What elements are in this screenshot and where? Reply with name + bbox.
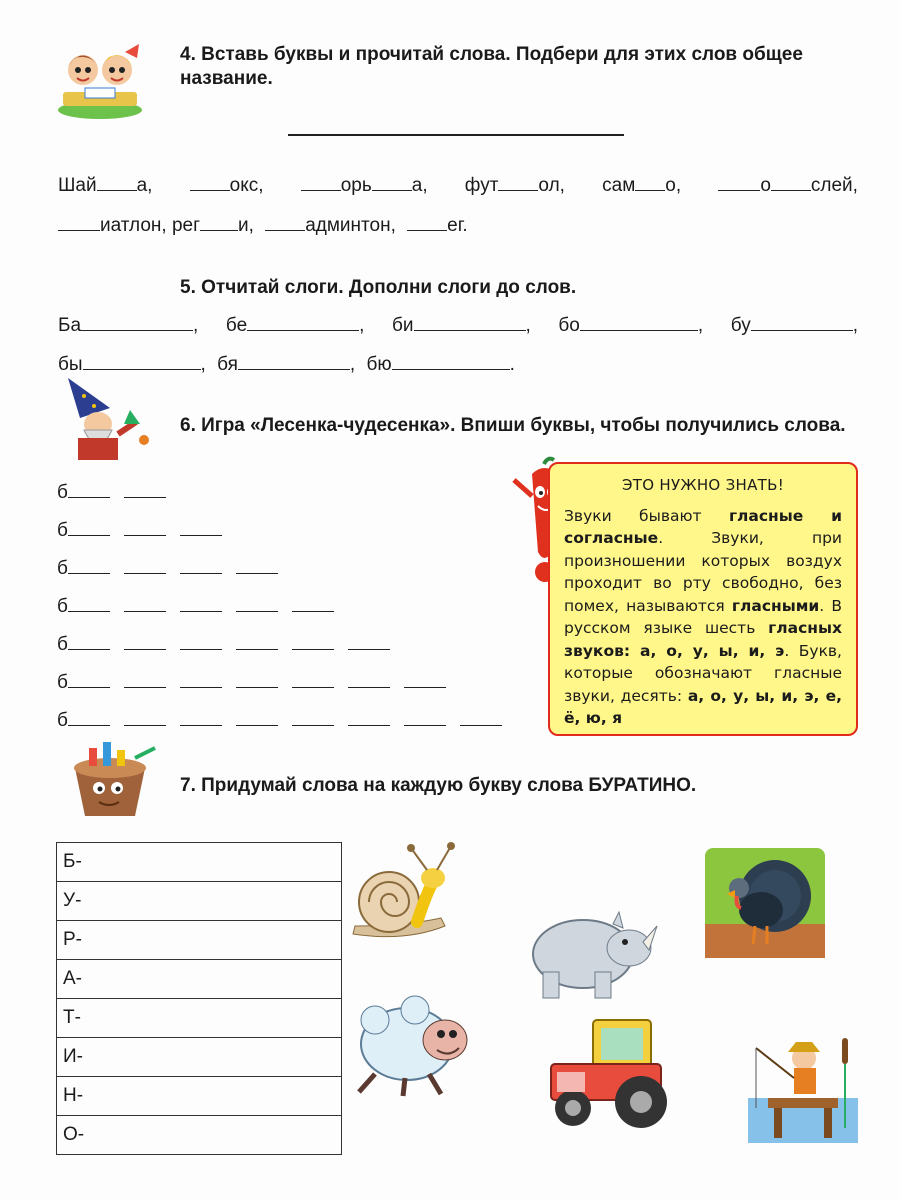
snail-illustration: [345, 842, 465, 942]
table-row: [57, 882, 342, 921]
ladder-row: б: [57, 672, 516, 710]
word-ladder: [57, 482, 516, 748]
table-row: [57, 1038, 342, 1077]
syllable-item: би ,: [392, 315, 531, 336]
word-item: ег.: [407, 215, 467, 236]
letter-cell[interactable]: О-: [57, 1116, 342, 1155]
ladder-row: б: [57, 558, 516, 596]
common-name-answer-line[interactable]: [288, 134, 624, 136]
task4-words-line1: [58, 175, 858, 197]
wizard-illustration: [58, 374, 150, 462]
word-item: админтон,: [265, 215, 396, 236]
task5-syllables-row2: [58, 354, 515, 376]
letter-cell[interactable]: Б-: [57, 843, 342, 882]
table-row: [57, 921, 342, 960]
word-item: иатлон, рег и,: [58, 215, 254, 236]
tractor-illustration: [537, 1014, 677, 1130]
word-item: окс,: [190, 175, 264, 197]
syllable-item: бя ,: [217, 354, 356, 375]
ladder-row: б: [57, 596, 516, 634]
letter-cell[interactable]: Н-: [57, 1077, 342, 1116]
word-item: сам о,: [602, 175, 682, 196]
fisherman-illustration: [748, 1028, 858, 1143]
task4-words-line2: [58, 215, 468, 237]
table-row: [57, 960, 342, 999]
syllable-item: бю .: [366, 354, 515, 375]
table-row: [57, 843, 342, 882]
info-text: Звуки бывают гласные и согласные. Звуки, при произношении которых воздух проходит во рту свободно, без помех, называются гласными. В русском языке шесть гласных звуков: а, о, у, ы, и, э. Букв, которые обозначают гласные звуки, десять: а, о, у, ы, и, э, е, ё, ю, я: [564, 506, 842, 727]
syllable-item: бу ,: [730, 315, 858, 336]
task5-title: 5. Отчитай слоги. Дополни слоги до слов.: [180, 277, 577, 298]
syllable-item: Ба ,: [58, 315, 199, 336]
sheep-illustration: [345, 990, 485, 1100]
task7-title: 7. Придумай слова на каждую букву слова БУРАТИНО.: [180, 775, 697, 796]
ladder-row: б: [57, 482, 516, 520]
table-row: [57, 1077, 342, 1116]
tree-stump-illustration: [55, 738, 165, 822]
ladder-row: б: [57, 634, 516, 672]
word-item: орь а,: [301, 175, 428, 197]
task5-syllables-row1: [58, 315, 858, 337]
kids-reading-illustration: [55, 40, 145, 120]
letter-cell[interactable]: Р-: [57, 921, 342, 960]
task4-title: 4. Вставь буквы и прочитай слова. Подбери для этих слов общее название.: [180, 44, 803, 89]
rhino-illustration: [525, 902, 660, 1002]
table-row: [57, 1116, 342, 1155]
ladder-row: б: [57, 520, 516, 558]
letter-cell[interactable]: А-: [57, 960, 342, 999]
word-item: Шай а,: [58, 175, 153, 196]
ladder-row: б: [57, 710, 516, 748]
task6-title: 6. Игра «Лесенка-чудесенка». Впиши буквы, чтобы получились слова.: [180, 415, 846, 436]
syllable-item: бо ,: [558, 315, 704, 336]
buratino-table: [56, 842, 342, 1155]
word-item: фут ол,: [464, 175, 565, 196]
syllable-item: бы ,: [58, 354, 206, 375]
word-item: о слей,: [718, 175, 858, 197]
table-row: [57, 999, 342, 1038]
info-note-box: [548, 462, 858, 736]
turkey-illustration: [705, 848, 825, 958]
letter-cell[interactable]: У-: [57, 882, 342, 921]
syllable-item: бе ,: [225, 315, 365, 336]
letter-cell[interactable]: И-: [57, 1038, 342, 1077]
letter-cell[interactable]: Т-: [57, 999, 342, 1038]
info-title: ЭТО НУЖНО ЗНАТЬ!: [621, 476, 785, 494]
